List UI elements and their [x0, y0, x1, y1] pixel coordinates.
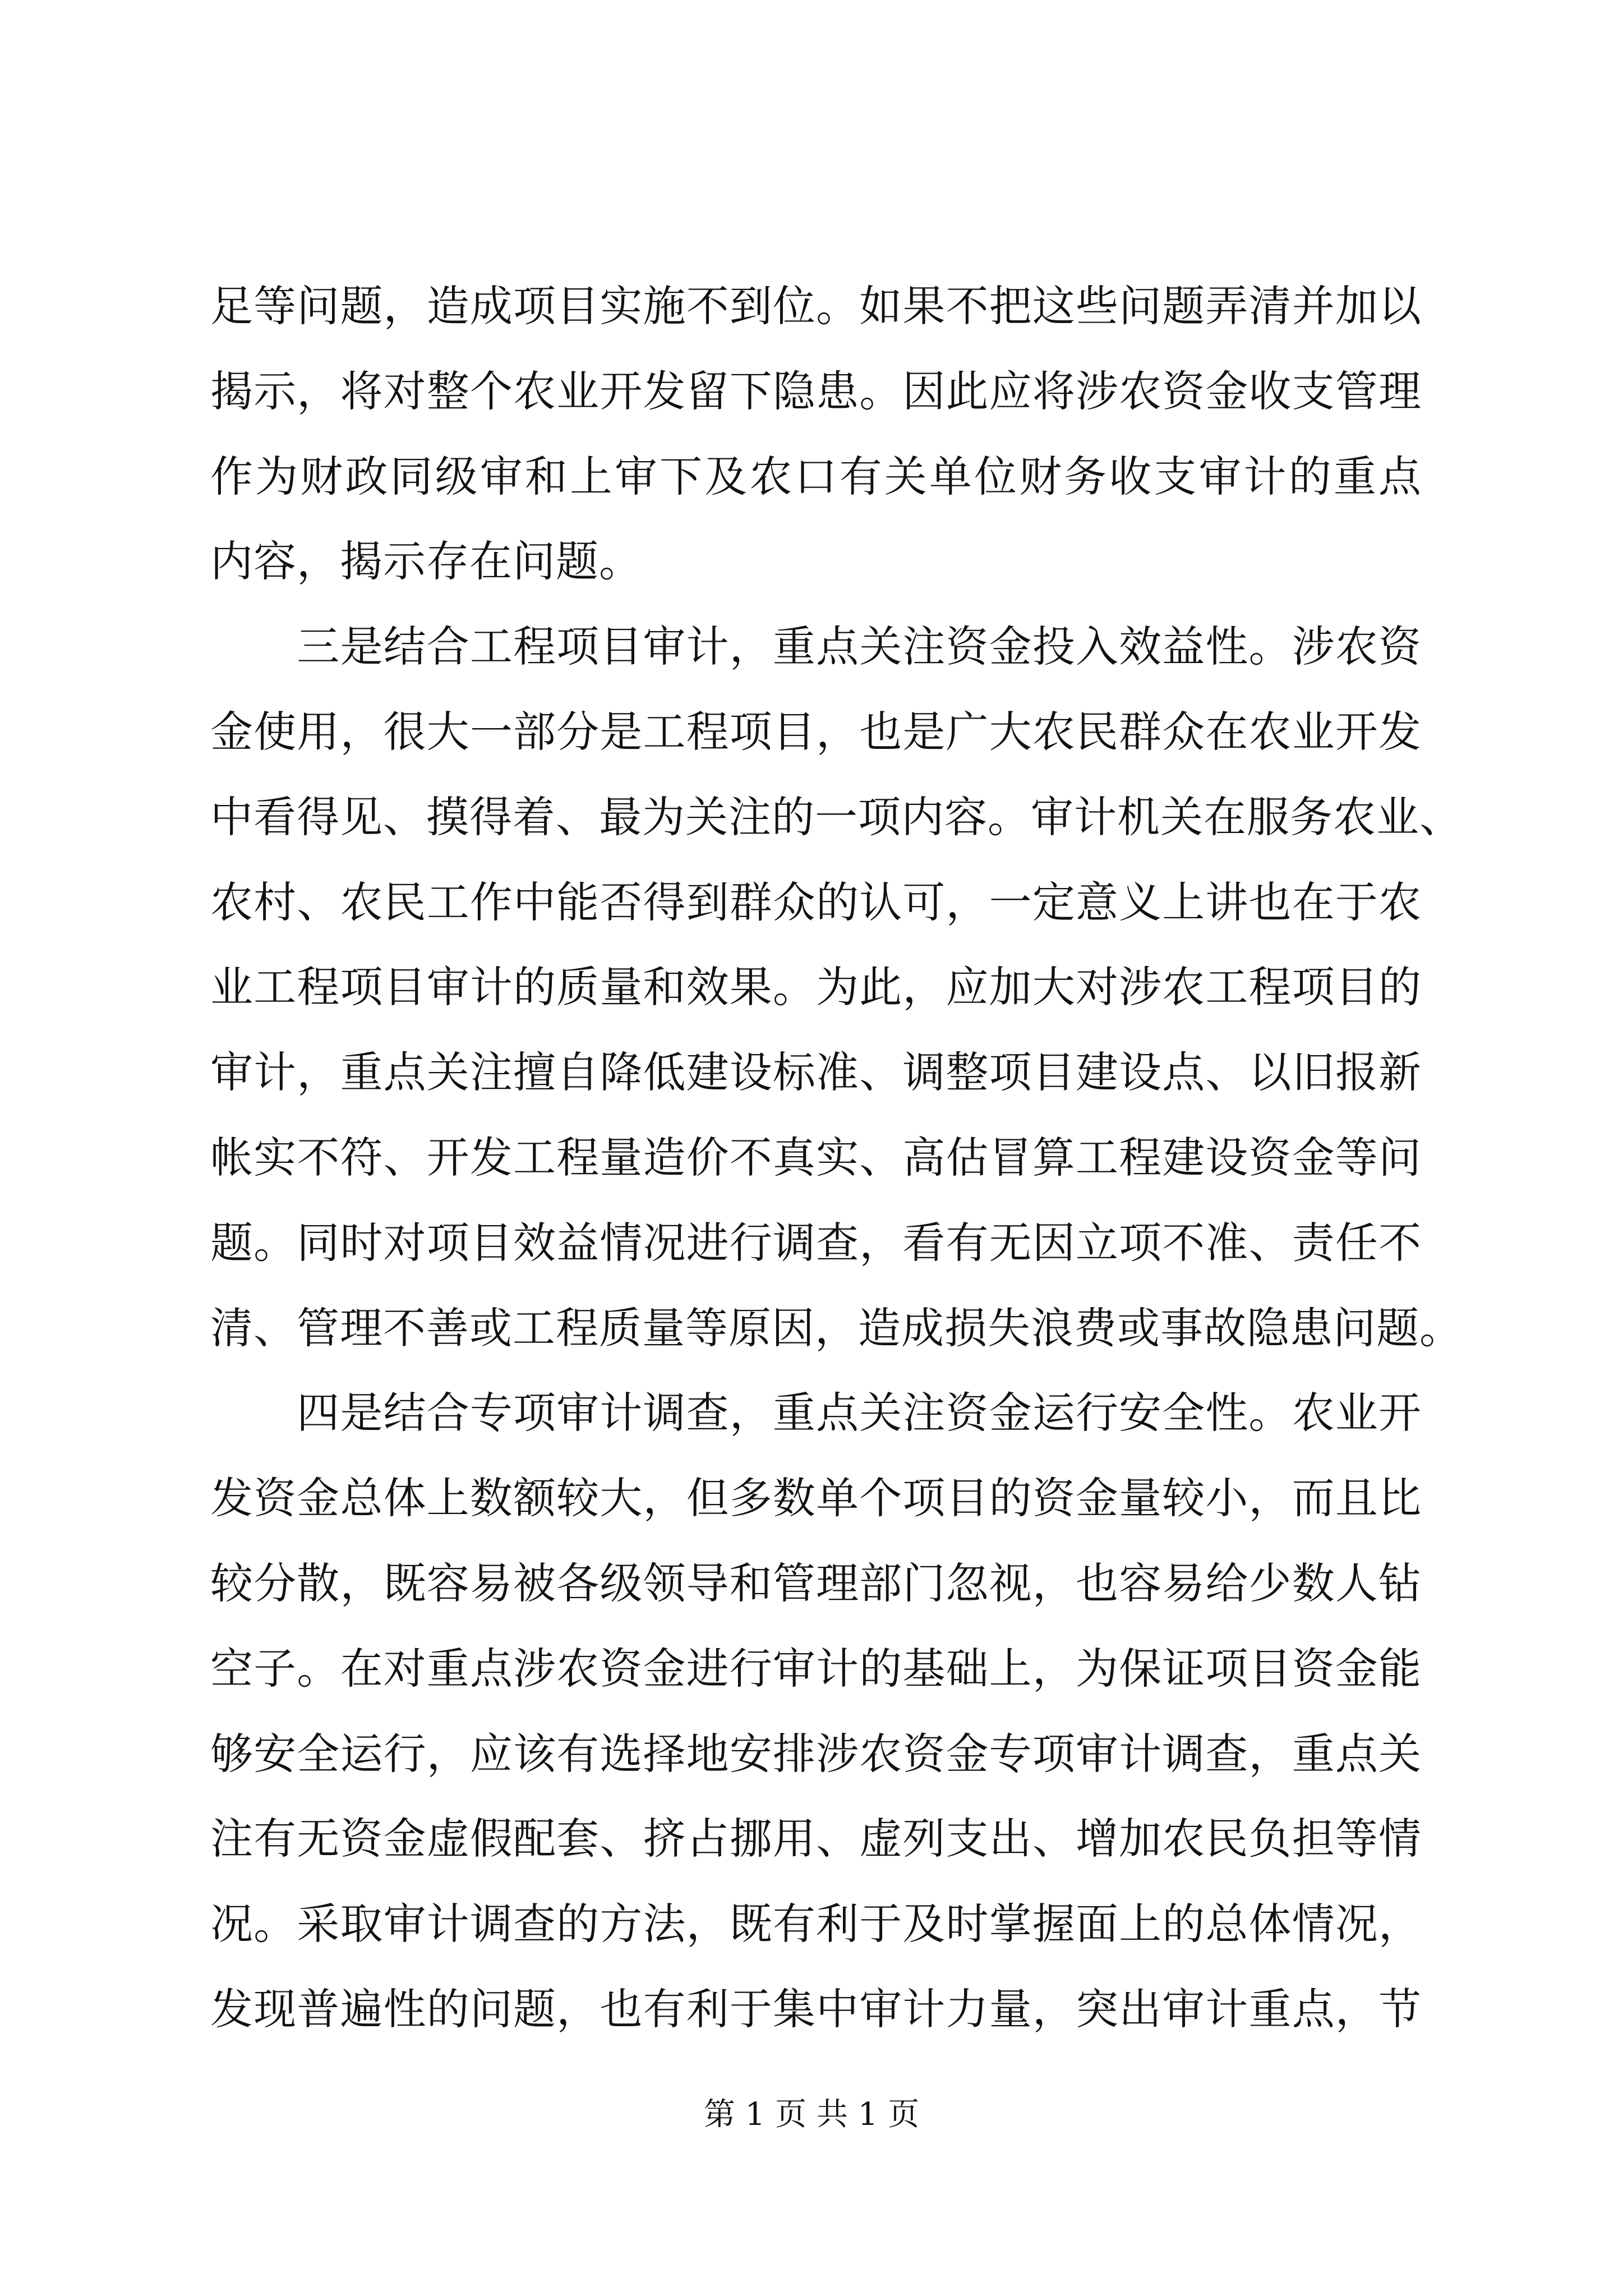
paragraph-three — [210, 604, 1463, 1370]
text-line: 业工程项目审计的质量和效果。为此，应加大对涉农工程项目的 — [210, 962, 1422, 1013]
text-line: 清、管理不善或工程质量等原因，造成损失浪费或事故隐患问题。 — [210, 1303, 1463, 1353]
text-line: 内容，揭示存在问题。 — [210, 536, 642, 587]
text-line: 空子。在对重点涉农资金进行审计的基础上，为保证项目资金能 — [210, 1643, 1422, 1694]
text-line: 况。采取审计调查的方法，既有利于及时掌握面上的总体情况， — [210, 1899, 1422, 1949]
text-line: 审计，重点关注擅自降低建设标准、调整项目建设点、以旧报新 — [210, 1047, 1422, 1098]
text-line: 发资金总体上数额较大，但多数单个项目的资金量较小，而且比 — [210, 1473, 1422, 1524]
text-line: 揭示，将对整个农业开发留下隐患。因此应将涉农资金收支管理 — [210, 366, 1422, 416]
text-line: 足等问题，造成项目实施不到位。如果不把这些问题弄清并加以 — [210, 281, 1422, 331]
text-line: 中看得见、摸得着、最为关注的一项内容。审计机关在服务农业、 — [210, 792, 1463, 842]
paragraph-four — [210, 1370, 1422, 2051]
text-line: 较分散，既容易被各级领导和管理部门忽视，也容易给少数人钻 — [210, 1558, 1422, 1608]
text-line: 农村、农民工作中能否得到群众的认可，一定意义上讲也在于农 — [210, 877, 1422, 927]
text-line: 发现普遍性的问题，也有利于集中审计力量，突出审计重点，节 — [210, 1984, 1422, 2034]
text-line: 三是结合工程项目审计，重点关注资金投入效益性。涉农资 — [210, 622, 1422, 672]
text-line: 注有无资金虚假配套、挤占挪用、虚列支出、增加农民负担等情 — [210, 1814, 1422, 1864]
text-line: 帐实不符、开发工程量造价不真实、高估冒算工程建设资金等问 — [210, 1132, 1422, 1182]
paragraph-continuation — [210, 264, 1422, 604]
text-line: 题。同时对项目效益情况进行调查，看有无因立项不准、责任不 — [210, 1217, 1422, 1268]
text-line: 够安全运行，应该有选择地安排涉农资金专项审计调查，重点关 — [210, 1728, 1422, 1779]
text-line: 金使用，很大一部分是工程项目，也是广大农民群众在农业开发 — [210, 706, 1422, 757]
text-line: 四是结合专项审计调查，重点关注资金运行安全性。农业开 — [210, 1388, 1422, 1438]
text-line: 作为财政同级审和上审下及农口有关单位财务收支审计的重点 — [210, 451, 1422, 501]
document-body — [210, 264, 1463, 2052]
page-number-footer: 第 1 页 共 1 页 — [703, 2096, 920, 2133]
